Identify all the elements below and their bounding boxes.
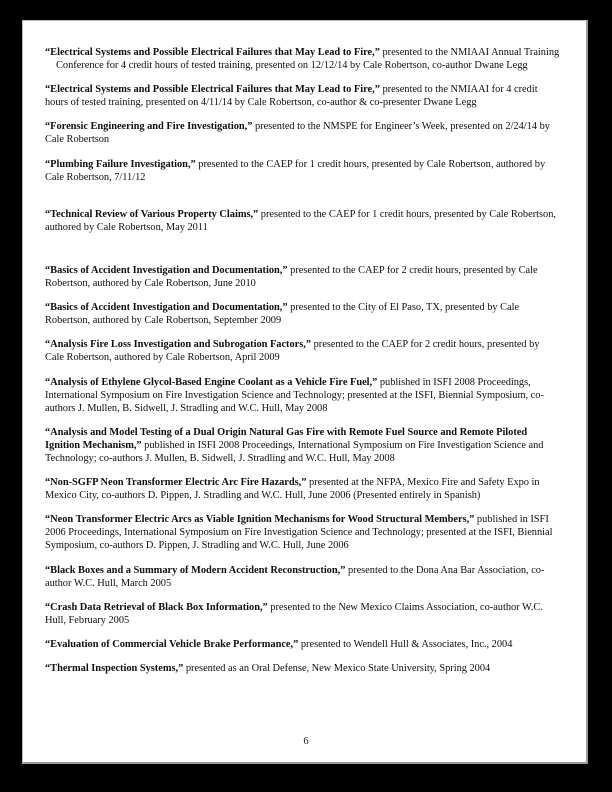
list-item [45, 46, 561, 72]
list-item [45, 376, 561, 415]
entry-details: published in ISFI 2006 Proceedings, International Symposium on Fire Investigation Science and Technology; presented at the ISFI, Biennial Symposium, co-authors D. Pippen, J. Stradling and W.C. Hull, June 2006 [45, 514, 553, 552]
entry-title: “Analysis Fire Loss Investigation and Subrogation Factors,” [45, 339, 312, 351]
entry-details: published in ISFI 2008 Proceedings, International Symposium on Fire Investigation Science and Technology; presented at the ISFI, Biennial Symposium, co-authors J. Mullen, B. Sidwell, J. Stradling and W.C. Hull, May 2008 [45, 376, 544, 414]
entry-title: “Forensic Engineering and Fire Investigation,” [45, 121, 253, 133]
presentations-publications-list [45, 46, 561, 686]
list-item [45, 564, 561, 590]
entry-title: “Basics of Accident Investigation and Documentation,” [45, 264, 288, 276]
entry-details: presented to the NMSPE for Engineer’s Week, presented on 2/24/14 by Cale Robertson [45, 121, 550, 146]
list-item [45, 662, 561, 675]
entry-details: presented to the CAEP for 2 credit hours, presented by Cale Robertson, authored by Cale Robertson, June 2010 [45, 264, 538, 290]
list-item [45, 338, 561, 364]
entry-details: presented to the New Mexico Claims Association, co-author W.C. Hull, February 2005 [45, 601, 543, 626]
entry-details: presented to Wendell Hull & Associates, Inc., 2004 [298, 638, 513, 650]
entry-title: “Analysis and Model Testing of a Dual Origin Natural Gas Fire with Remote Fuel Source and Remote Piloted Ignition Mechanism,” [45, 426, 528, 451]
entry-title: “Technical Review of Various Property Claims,” [45, 208, 259, 220]
entry-details: presented to the NMIAAI for 4 credit hours of tested training, presented on 4/11/14 by Cale Robertson, co-author & co-presenter Dwane Legg [45, 84, 538, 109]
entry-title: “Crash Data Retrieval of Black Box Information,” [45, 601, 268, 613]
list-item [45, 601, 561, 627]
entry-title: “Evaluation of Commercial Vehicle Brake Performance,” [45, 638, 299, 650]
list-item [45, 301, 561, 327]
entry-title: “Neon Transformer Electric Arcs as Viable Ignition Mechanisms for Wood Structural Members,” [45, 514, 475, 526]
list-item [45, 158, 561, 184]
entry-title: “Plumbing Failure Investigation,” [45, 158, 196, 170]
list-item [45, 638, 561, 651]
entry-details: presented to the Dona Ana Bar Association, co-author W.C. Hull, March 2005 [45, 564, 545, 589]
entry-details: published in ISFI 2008 Proceedings, International Symposium on Fire Investigation Science and Technology; co-authors J. Mullen, B. Sidwell, J. Stradling and W.C. Hull, May 2008 [45, 439, 544, 464]
entry-title: “Basics of Accident Investigation and Documentation,” [45, 302, 288, 314]
list-item [45, 120, 561, 146]
list-item [45, 476, 561, 502]
list-item [45, 264, 561, 290]
list-item [45, 513, 561, 552]
entry-title: “Electrical Systems and Possible Electrical Failures that May Lead to Fire,” [45, 47, 380, 58]
entry-title: “Thermal Inspection Systems,” [45, 663, 184, 674]
list-item [45, 83, 561, 109]
page-number: 6 [303, 736, 309, 747]
entry-details: presented to the NMIAAI Annual Training Conference for 4 credit hours of tested training, presented on 12/12/14 by Cale Robertson, co-author Dwane Legg [56, 47, 560, 72]
list-item [45, 208, 561, 234]
entry-title: “Analysis of Ethylene Glycol-Based Engine Coolant as a Vehicle Fire Fuel,” [45, 376, 378, 388]
entry-details: presented to the CAEP for 1 credit hours, presented by Cale Robertson, authored by Cale Robertson, 7/11/12 [45, 158, 546, 183]
entry-title: “Electrical Systems and Possible Electrical Failures that May Lead to Fire,” [45, 84, 380, 96]
entry-details: presented to the CAEP for 2 credit hours, presented by Cale Robertson, authored by Cale Robertson, April 2009 [45, 339, 540, 364]
entry-details: presented at the NFPA, Mexico Fire and Safety Expo in Mexico City, co-authors D. Pippen, J. Stradling and W.C. Hull, June 2006 (Presented entirely in Spanish) [45, 477, 540, 502]
entry-details: presented to the CAEP for 1 credit hours, presented by Cale Robertson, authored by Cale Robertson, May 2011 [45, 208, 556, 233]
list-item [45, 426, 561, 465]
entry-title: “Black Boxes and a Summary of Modern Accident Reconstruction,” [45, 564, 346, 576]
entry-details: presented as an Oral Defense, New Mexico State University, Spring 2004 [183, 663, 491, 674]
document-page [22, 20, 588, 764]
entry-title: “Non-SGFP Neon Transformer Electric Arc Fire Hazards,” [45, 477, 307, 489]
entry-details: presented to the City of El Paso, TX, presented by Cale Robertson, authored by Cale Robertson, September 2009 [45, 302, 520, 327]
